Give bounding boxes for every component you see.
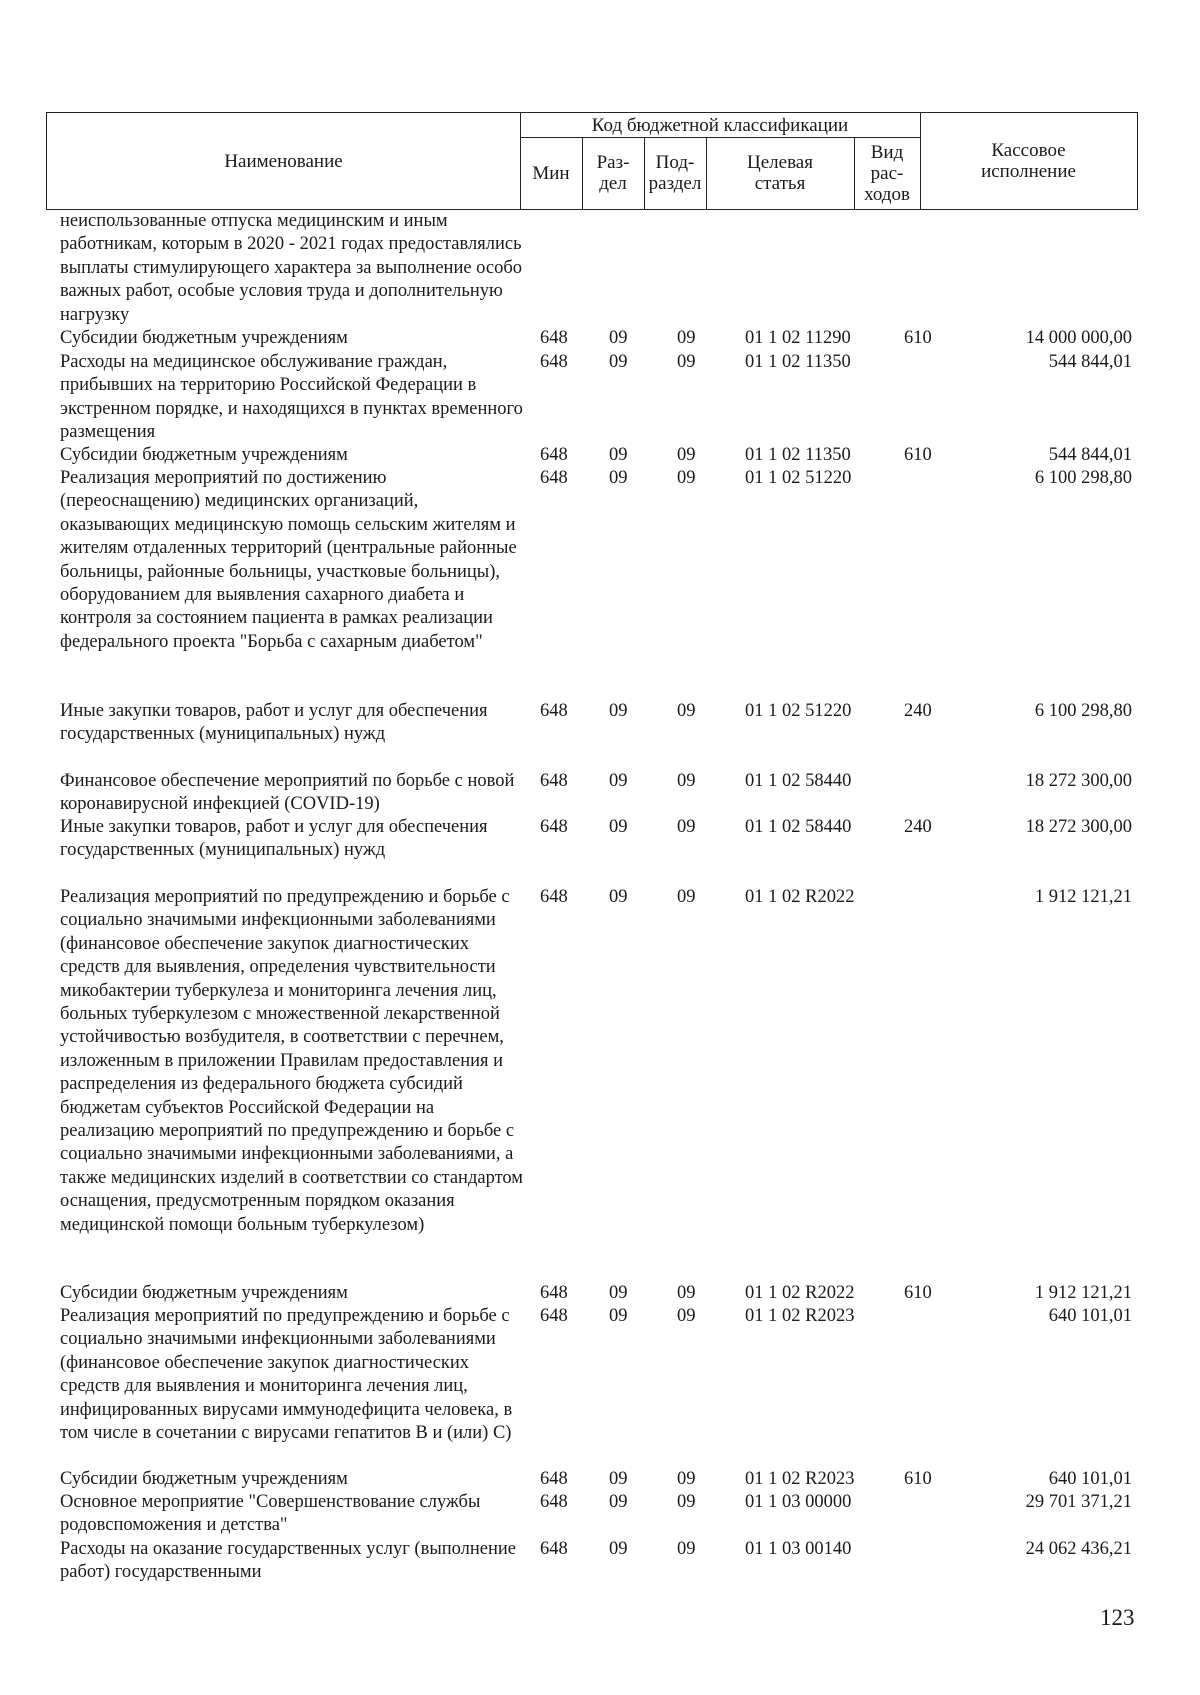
header-razdel: Раз- дел bbox=[596, 152, 630, 194]
header-celevaya: Целевая статья bbox=[747, 152, 813, 194]
header-vid: Вид рас- ходов bbox=[864, 141, 910, 205]
header-podrazdel: Под- раздел bbox=[648, 152, 702, 194]
header-kassa: Кассовое исполнение bbox=[981, 140, 1076, 182]
header-min: Мин bbox=[532, 162, 570, 184]
header-name: Наименование bbox=[224, 150, 343, 172]
page-number: 123 bbox=[1100, 1605, 1135, 1630]
header-kbk: Код бюджетной классификации bbox=[591, 114, 849, 136]
document-page: Наименование Код бюджетной классификации Мин Раз- дел Под- раздел Целевая статья Вид рас- ходов Кассовое исполнение неиспользованные отпуска медицинским и иным работникам, которым в 2020 - 2021 годах предоставлялись выплаты стимулирующего характера за выполнение особо важных работ, особые условия труда и дополнительную нагрузку Субсидии бюджетным учреждениям 648 09 09 01 1 02 11290 610 14 000 000,00 Расходы на медицинское обслуживание граждан, прибывших на территорию Российской Федерации в экстренном порядке, и находящихся в пунктах временного размещения 648 09 09 01 1 02 11350 544 844,01 Субсидии бюджетным учреждениям 648 09 09 01 1 02 11350 610 544 844,01 Реализация мероприятий по достижению (переоснащению) медицинских организаций, оказывающих медицинскую помощь сельским жителям и жителям отдаленных территорий (центральные районные больницы, районные больницы, участковые больницы), оборудованием для выявления сахарного диабета и контроля за состоянием пациента в рамках реализации федерального проекта "Борьба с сахарным диабетом" 648 09 09 01 1 02 51220 6 100 298,80 Иные закупки товаров, работ и услуг для обеспечения государственных (муниципальных) нужд 648 09 09 01 1 02 51220 240 6 100 298,80 Финансовое обеспечение мероприятий по борьбе с новой коронавирусной инфекцией (COVID-19) 648 09 09 01 1 02 58440 18 272 300,00 Иные закупки товаров, работ и услуг для обеспечения государственных (муниципальных) нужд 648 09 09 01 1 02 58440 240 18 272 300,00 Реализация мероприятий по предупреждению и борьбе с социально значимыми инфекционными заболеваниями (финансовое обеспечение закупок диагностических средств для выявления, определения чувствительности микобактерии туберкулеза и мониторинга лечения лиц, больных туберкулезом с множественной лекарственной устойчивостью возбудителя, в соответствии с перечнем, изложенным в приложении Правилам предоставления и распределения из федерального бюджета субсидий бюджетам субъектов Российской Федерации на реализацию мероприятий по предупреждению и борьбе с социально значимыми инфекционными заболеваниями, а также медицинских изделий в соответствии со стандартом оснащения, предусмотренным порядком оказания медицинской помощи больным туберкулезом) 648 09 09 01 1 02 R2022 1 912 121,21 Субсидии бюджетным учреждениям 648 09 09 01 1 02 R2022 610 1 912 121,21 Реализация мероприятий по предупреждению и борьбе с социально значимыми инфекционными заболеваниями (финансовое обеспечение закупок диагностических средств для выявления и мониторинга лечения лиц, инфицированных вирусами иммунодефицита человека, в том числе в сочетании с вирусами гепатитов В и (или) С) 648 09 09 01 1 02 R2023 640 101,01 Субсидии бюджетным учреждениям 648 09 09 01 1 02 R2023 610 640 101,01 Основное мероприятие "Совершенствование службы родовспоможения и детства" 648 09 09 01 1 03 00000 29 701 371,21 Расходы на оказание государственных услуг (выполнение работ) государственными 648 09 09 01 1 03 00140 24 062 436,21 123 bbox=[0, 0, 1200, 1695]
table-header bbox=[46, 112, 1138, 210]
